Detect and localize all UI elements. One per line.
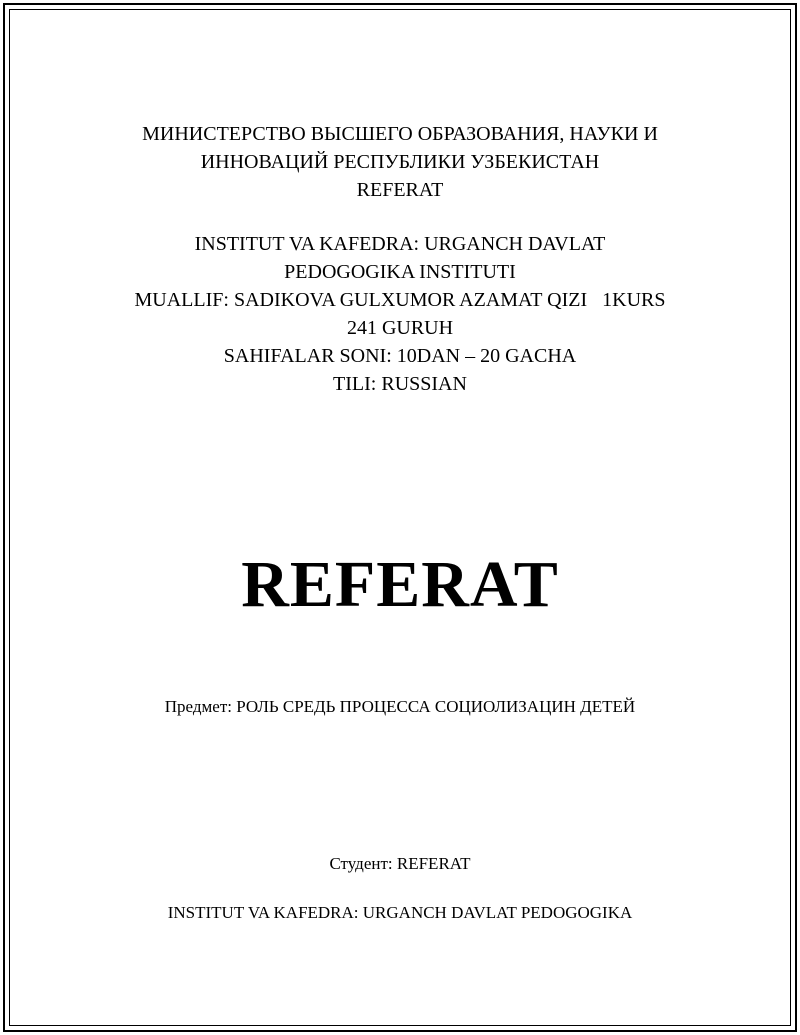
ministry-header — [0, 120, 800, 204]
footer-institute: INSTITUT VA KAFEDRA: URGANCH DAVLAT PEDOGOGIKA — [167, 903, 633, 922]
header-referat-label: REFERAT — [356, 179, 444, 201]
author-line-2: 241 GURUH — [346, 317, 454, 339]
ministry-line-1: МИНИСТЕРСТВО ВЫСШЕГО ОБРАЗОВАНИЯ, НАУКИ И — [142, 123, 658, 145]
document-info — [0, 230, 800, 398]
ministry-line-2: ИННОВАЦИЙ РЕСПУБЛИКИ УЗБЕКИСТАН — [200, 151, 600, 173]
language: TILI: RUSSIAN — [333, 373, 467, 395]
student-line: Студент: REFERAT — [329, 854, 471, 873]
institute-line-1: INSTITUT VA KAFEDRA: URGANCH DAVLAT — [194, 233, 606, 255]
subject-line: Предмет: РОЛЬ СРЕДЬ ПРОЦЕССА СОЦИОЛИЗАЦИН ДЕТЕЙ — [164, 697, 636, 716]
page-count: SAHIFALAR SONI: 10DAN – 20 GACHA — [223, 345, 577, 367]
page-title: REFERAT — [241, 548, 559, 621]
author-line-1: MUALLIF: SADIKOVA GULXUMOR AZAMAT QIZI 1KURS — [134, 289, 666, 311]
institute-line-2: PEDOGOGIKA INSTITUTI — [284, 261, 516, 283]
